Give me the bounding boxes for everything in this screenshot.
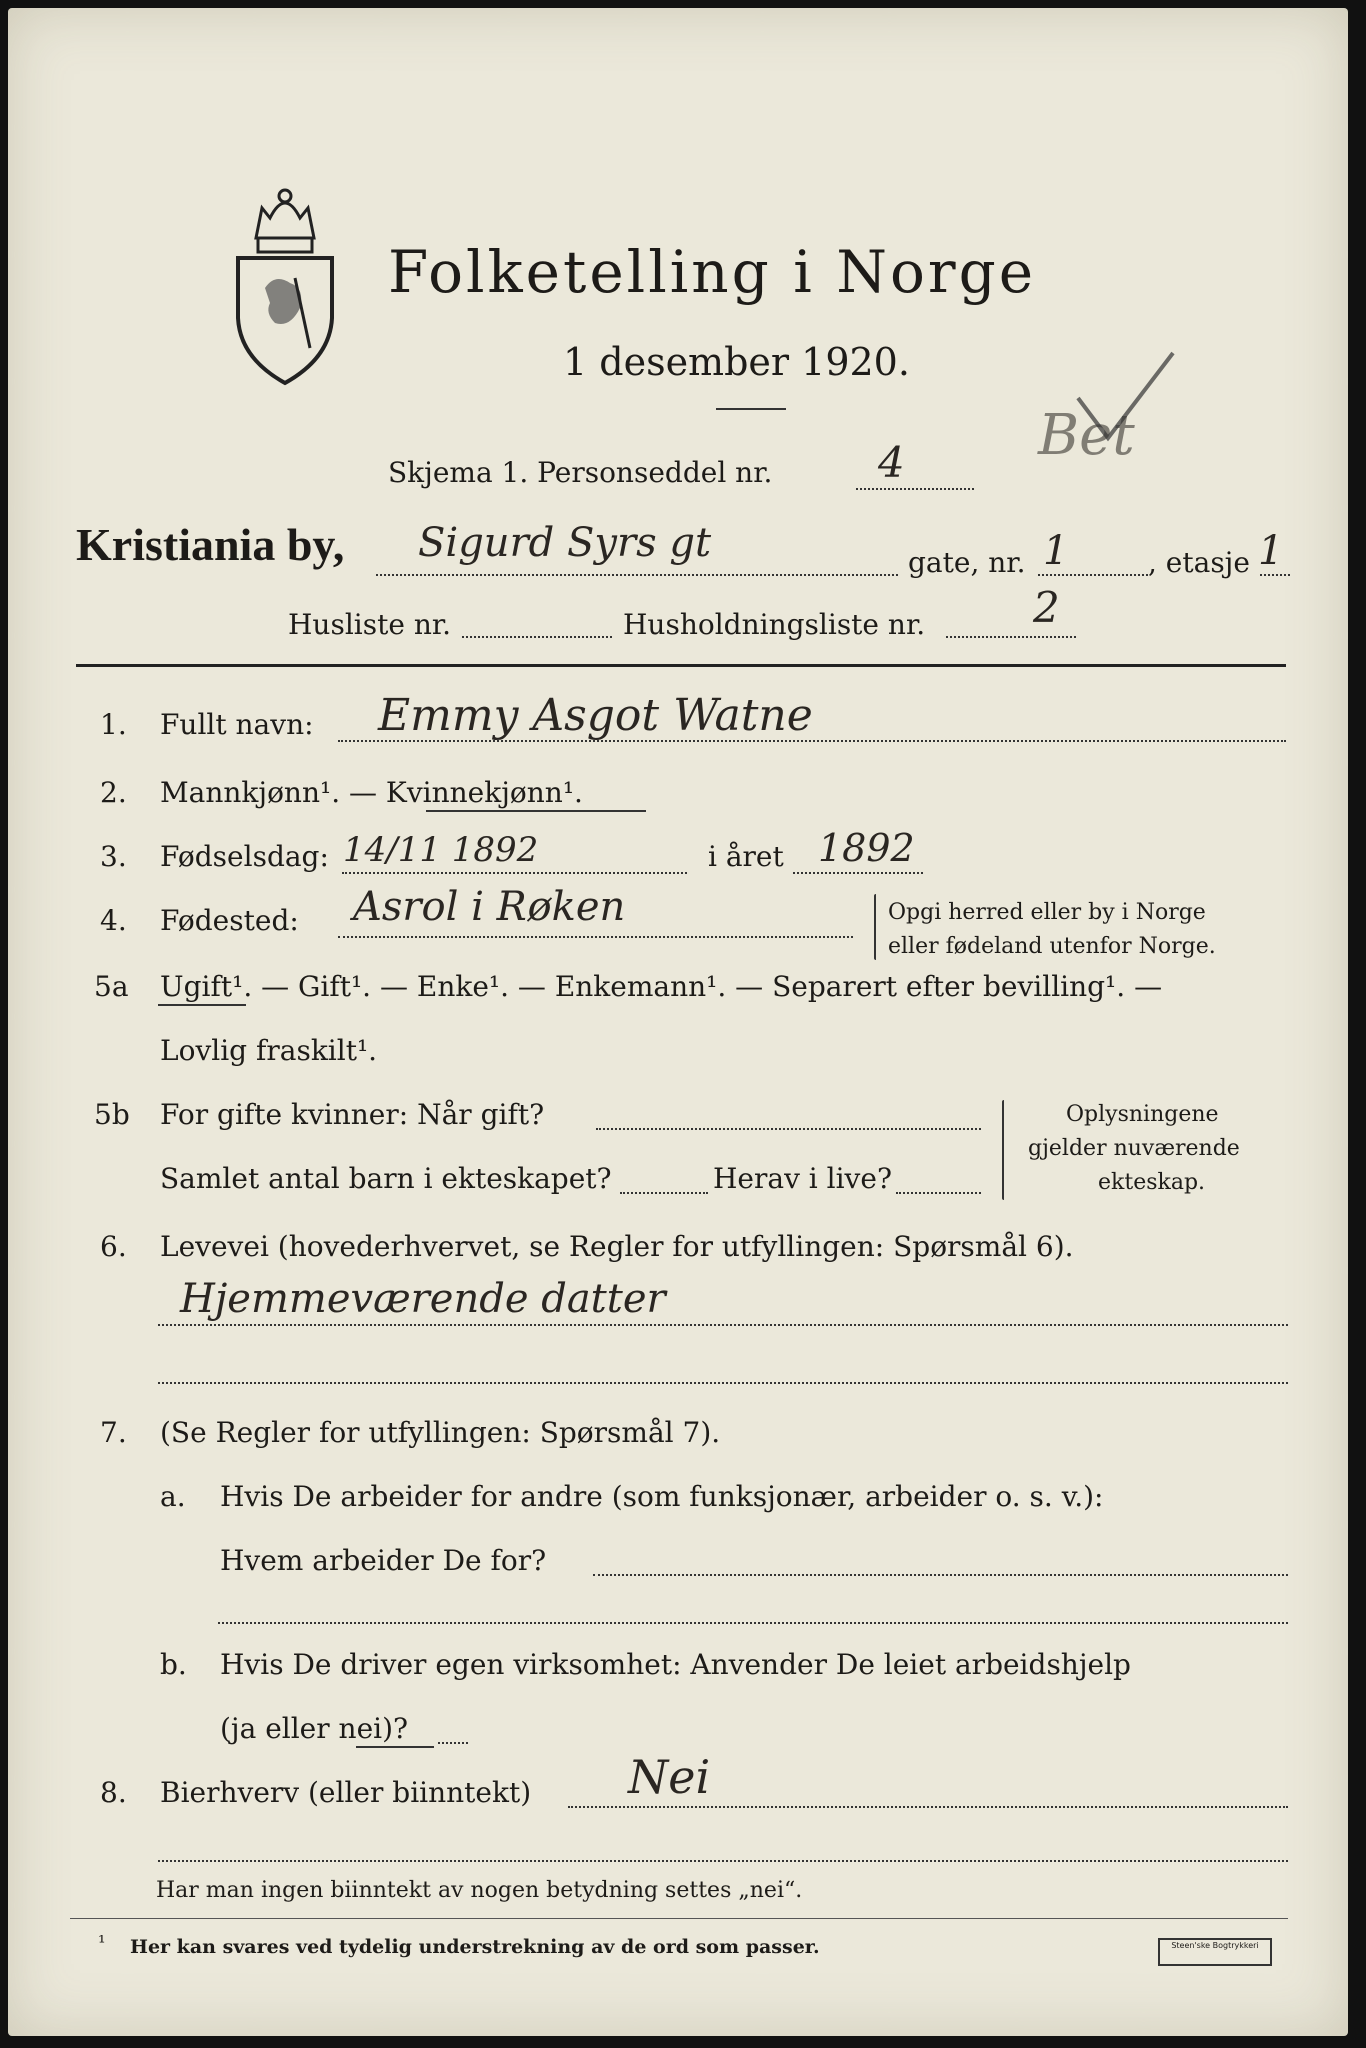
q6-line-1 — [158, 1324, 1288, 1326]
q5b-label-2: Samlet antal barn i ekteskapet? — [160, 1162, 612, 1195]
form-title: Folketelling i Norge — [388, 238, 1037, 306]
q6-text: Levevei (hovederhvervet, se Regler for utfyllingen: Spørsmål 6). — [160, 1230, 1074, 1263]
schema-line — [856, 488, 974, 490]
schema-label: Skjema 1. Personseddel nr. — [388, 456, 773, 489]
q3-number: 3. — [100, 840, 127, 873]
q5b-label-3: Herav i live? — [713, 1162, 892, 1195]
coat-of-arms-icon — [230, 178, 340, 388]
q5a-text-2: Lovlig fraskilt¹. — [160, 1034, 378, 1067]
printer-stamp — [1158, 1938, 1272, 1966]
etasje-label: , etasje — [1148, 546, 1250, 579]
census-form — [8, 8, 1348, 2036]
gate-label: gate, nr. — [908, 546, 1026, 579]
q5a-number: 5a — [94, 970, 129, 1003]
q6-line-2 — [158, 1382, 1288, 1384]
footer-divider — [70, 1918, 1288, 1919]
q5b-note-1: Oplysningene — [1066, 1102, 1219, 1127]
q1-value[interactable]: Emmy Asgot Watne — [378, 690, 813, 741]
q7b-text-2: (ja eller nei)? — [220, 1712, 409, 1745]
q4-value[interactable]: Asrol i Røken — [353, 884, 626, 930]
q8-number: 8. — [100, 1776, 127, 1809]
q3-year-line — [793, 872, 923, 874]
q4-note-2: eller fødeland utenfor Norge. — [888, 934, 1216, 959]
q8-value[interactable]: Nei — [628, 1750, 711, 1804]
q4-brace — [874, 894, 876, 960]
q7a-number: a. — [160, 1480, 186, 1513]
gate-line — [1038, 574, 1148, 576]
q6-value[interactable]: Hjemmeværende datter — [180, 1276, 666, 1322]
husliste-label: Husliste nr. — [288, 608, 452, 641]
q2-number: 2. — [100, 776, 127, 809]
q7-text: (Se Regler for utfyllingen: Spørsmål 7). — [160, 1416, 721, 1449]
header-divider — [76, 664, 1286, 667]
q5b-line-3 — [896, 1192, 981, 1194]
street-value[interactable]: Sigurd Syrs gt — [418, 520, 712, 566]
census-date: 1 desember 1920. — [563, 340, 910, 384]
etasje-value[interactable]: 1 — [1258, 528, 1284, 574]
schema-value[interactable]: 4 — [878, 438, 905, 487]
footnote-mark: ¹ — [98, 1932, 106, 1954]
etasje-line — [1260, 574, 1290, 576]
q7-number: 7. — [100, 1416, 127, 1449]
q5b-note-2: gjelder nuværende — [1028, 1136, 1240, 1161]
q3-year-label: i året — [708, 840, 784, 873]
q5b-brace — [1002, 1100, 1004, 1200]
q3-value[interactable]: 14/11 1892 — [343, 830, 539, 870]
husliste-line — [462, 636, 612, 638]
footer-note: Har man ingen biinntekt av nogen betydning settes „nei“. — [156, 1878, 803, 1903]
q8-label: Bierhverv (eller biinntekt) — [160, 1776, 532, 1809]
street-line — [376, 574, 898, 576]
q5a-underline — [158, 1004, 246, 1006]
q3-line — [342, 872, 687, 874]
husholdning-label: Husholdningsliste nr. — [623, 608, 926, 641]
q2-text: Mannkjønn¹. — Kvinnekjønn¹. — [160, 776, 583, 809]
q8-line-2 — [158, 1860, 1288, 1862]
q7a-text: Hvis De arbeider for andre (som funksjonær, arbeider o. s. v.): — [220, 1480, 1104, 1513]
city-label: Kristiania by, — [76, 519, 345, 570]
husholdning-line — [946, 636, 1076, 638]
q4-label: Fødested: — [160, 904, 299, 937]
q7b-text: Hvis De driver egen virksomhet: Anvender De leiet arbeidshjelp — [220, 1648, 1131, 1681]
q3-year-value[interactable]: 1892 — [818, 826, 915, 870]
gate-value[interactable]: 1 — [1043, 528, 1069, 574]
q5b-line-1 — [596, 1128, 981, 1130]
q4-note-1: Opgi herred eller by i Norge — [888, 900, 1206, 925]
husholdning-value[interactable]: 2 — [1033, 583, 1060, 632]
q1-number: 1. — [100, 708, 127, 741]
checkmark-icon — [1068, 348, 1188, 448]
q5b-line-2 — [620, 1192, 708, 1194]
q5b-note-3: ekteskap. — [1098, 1170, 1206, 1195]
q7a-line-1 — [593, 1574, 1288, 1576]
q1-label: Fullt navn: — [160, 708, 314, 741]
printer-stamp-text: Steen'ske Bogtrykkeri — [1171, 1941, 1259, 1950]
q5b-label-1: For gifte kvinner: Når gift? — [160, 1098, 545, 1131]
footnote-text: Her kan svares ved tydelig understrekning av de ord som passer. — [130, 1936, 820, 1958]
q2-underline — [426, 810, 646, 812]
q3-label: Fødselsdag: — [160, 840, 329, 873]
q7b-line — [438, 1742, 468, 1744]
q5b-number: 5b — [94, 1098, 130, 1131]
q7a-text-2: Hvem arbeider De for? — [220, 1544, 547, 1577]
q8-line — [568, 1806, 1288, 1808]
q7a-line-2 — [218, 1622, 1288, 1624]
q5a-text: Ugift¹. — Gift¹. — Enke¹. — Enkemann¹. — Separert efter bevilling¹. — — [160, 970, 1163, 1003]
title-divider — [716, 408, 786, 410]
q4-number: 4. — [100, 904, 127, 937]
q7b-underline — [356, 1746, 434, 1748]
q7b-number: b. — [160, 1648, 187, 1681]
q6-number: 6. — [100, 1230, 127, 1263]
q4-line — [338, 936, 853, 938]
annotation-mark: Bet — [1038, 403, 1135, 468]
